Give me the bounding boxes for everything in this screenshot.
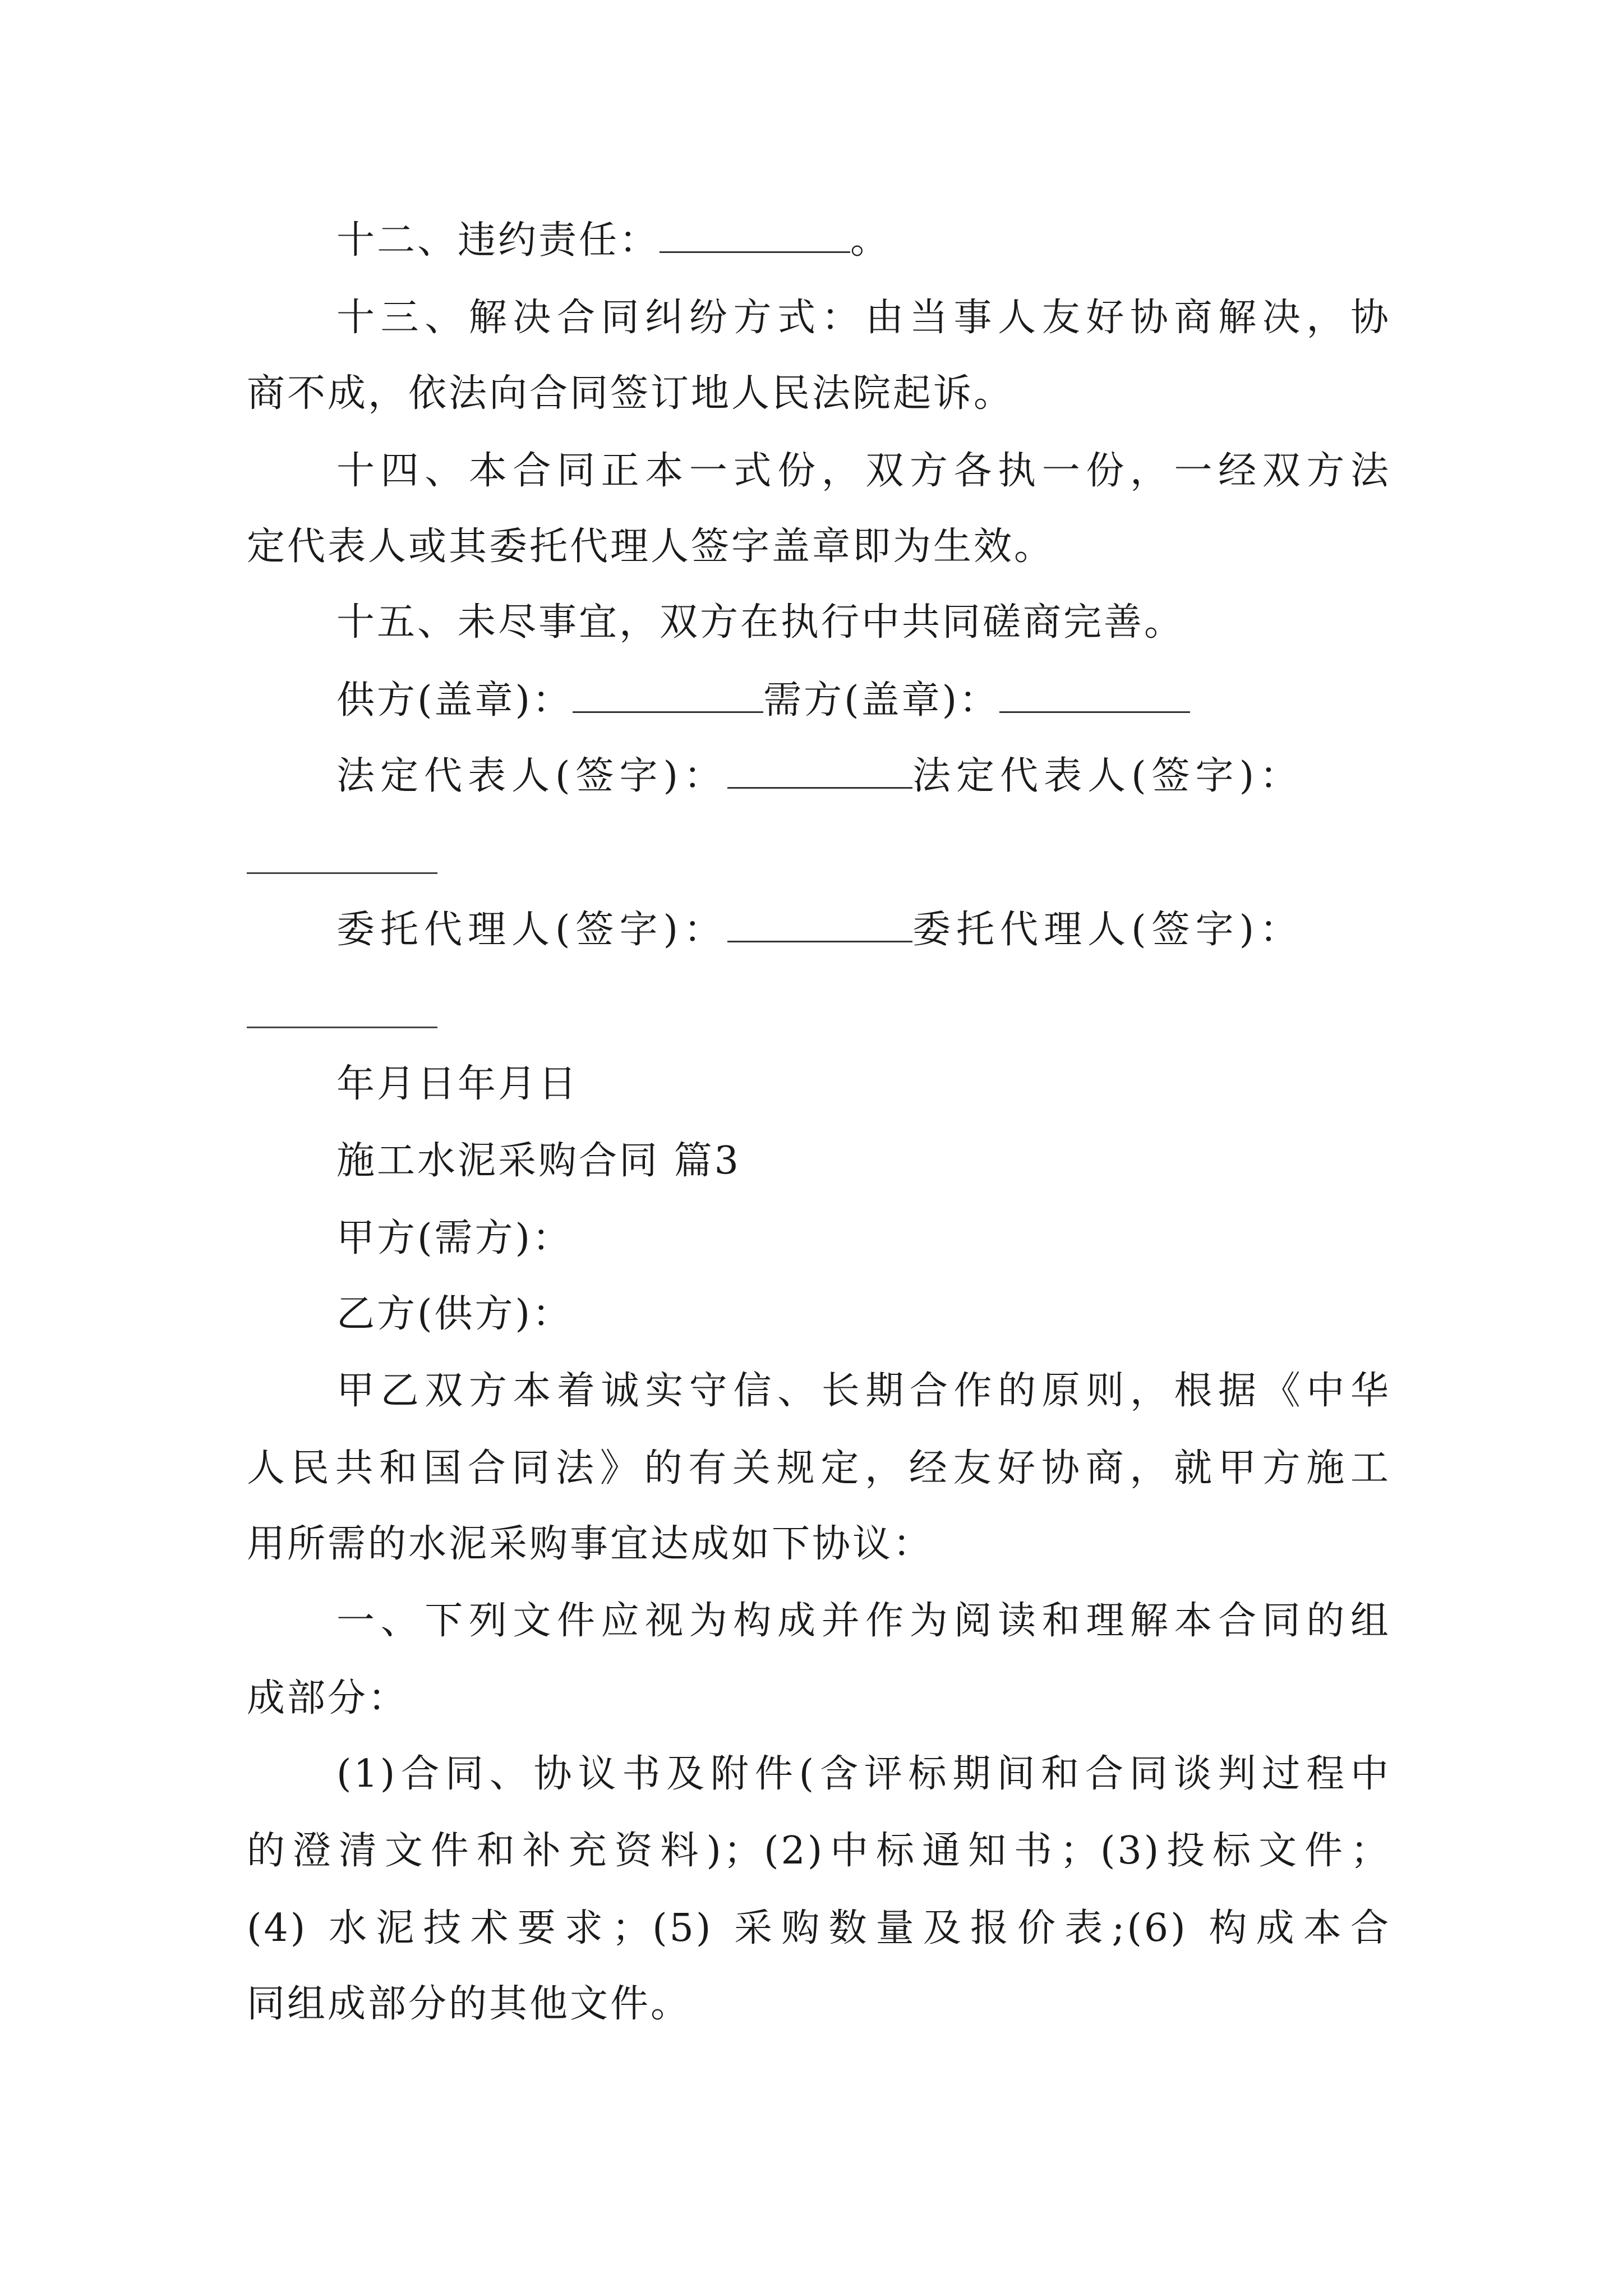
supplier-seal-blank <box>573 678 763 713</box>
agent-line <box>336 907 1391 952</box>
section-title: 施工水泥采购合同 篇3 <box>336 1139 741 1183</box>
clause-14-line-1: 十四、本合同正本一式份，双方各执一份，一经双方法 <box>336 449 1391 493</box>
doc-list-line-2: 的澄清文件和补充资料)；(2)中标通知书；(3)投标文件； <box>247 1829 1391 1873</box>
preamble-line-3: 用所需的水泥采购事宜达成如下协议： <box>247 1522 934 1566</box>
supplier-seal-label: 供方(盖章)： <box>336 678 573 723</box>
clause-14-line-2: 定代表人或其委托代理人签字盖章即为生效。 <box>247 524 1055 569</box>
agent-label-a: 委托代理人(签字)： <box>336 908 728 952</box>
clause-13-line-2: 商不成，依法向合同签订地人民法院起诉。 <box>247 371 1015 416</box>
legal-rep-line <box>336 753 1391 798</box>
blank-field <box>660 218 850 253</box>
legal-rep-blank-b <box>247 872 437 874</box>
doc-list-line-4: 同组成部分的其他文件。 <box>247 1982 691 2026</box>
clause-13-line-1: 十三、解决合同纠纷方式：由当事人友好协商解决，协 <box>336 296 1391 340</box>
article-1-line-2: 成部分： <box>247 1676 409 1720</box>
doc-list-line-3: (4) 水泥技术要求；(5) 采购数量及报价表;(6) 构成本合 <box>247 1906 1391 1950</box>
article-1-line-1: 一、下列文件应视为构成并作为阅读和理解本合同的组 <box>336 1599 1391 1643</box>
buyer-seal-label: 需方(盖章)： <box>763 678 1000 723</box>
preamble-line-2: 人民共和国合同法》的有关规定，经友好协商，就甲方施工 <box>247 1446 1391 1490</box>
preamble-line-1: 甲乙双方本着诚实守信、长期合作的原则，根据《中华 <box>336 1369 1391 1413</box>
legal-rep-label-a: 法定代表人(签字)： <box>336 754 728 798</box>
party-b-line: 乙方(供方)： <box>336 1292 573 1336</box>
clause-12-text: 十二、违约责任： <box>336 218 660 263</box>
seal-line <box>336 678 1391 723</box>
buyer-seal-blank <box>999 678 1190 713</box>
legal-rep-blank-a <box>727 753 912 789</box>
clause-15-line: 十五、未尽事宜，双方在执行中共同磋商完善。 <box>336 600 1185 645</box>
agent-blank-a <box>727 907 912 942</box>
clause-12-suffix: 。 <box>850 218 891 263</box>
clause-12-line <box>336 218 1391 263</box>
doc-list-line-1: (1)合同、协议书及附件(含评标期间和合同谈判过程中 <box>336 1752 1391 1796</box>
agent-blank-b <box>247 1027 437 1028</box>
party-a-line: 甲方(需方)： <box>336 1216 573 1260</box>
legal-rep-label-b: 法定代表人(签字)： <box>912 754 1304 798</box>
date-line: 年月日年月日 <box>336 1062 579 1106</box>
agent-label-b: 委托代理人(签字)： <box>912 908 1304 952</box>
